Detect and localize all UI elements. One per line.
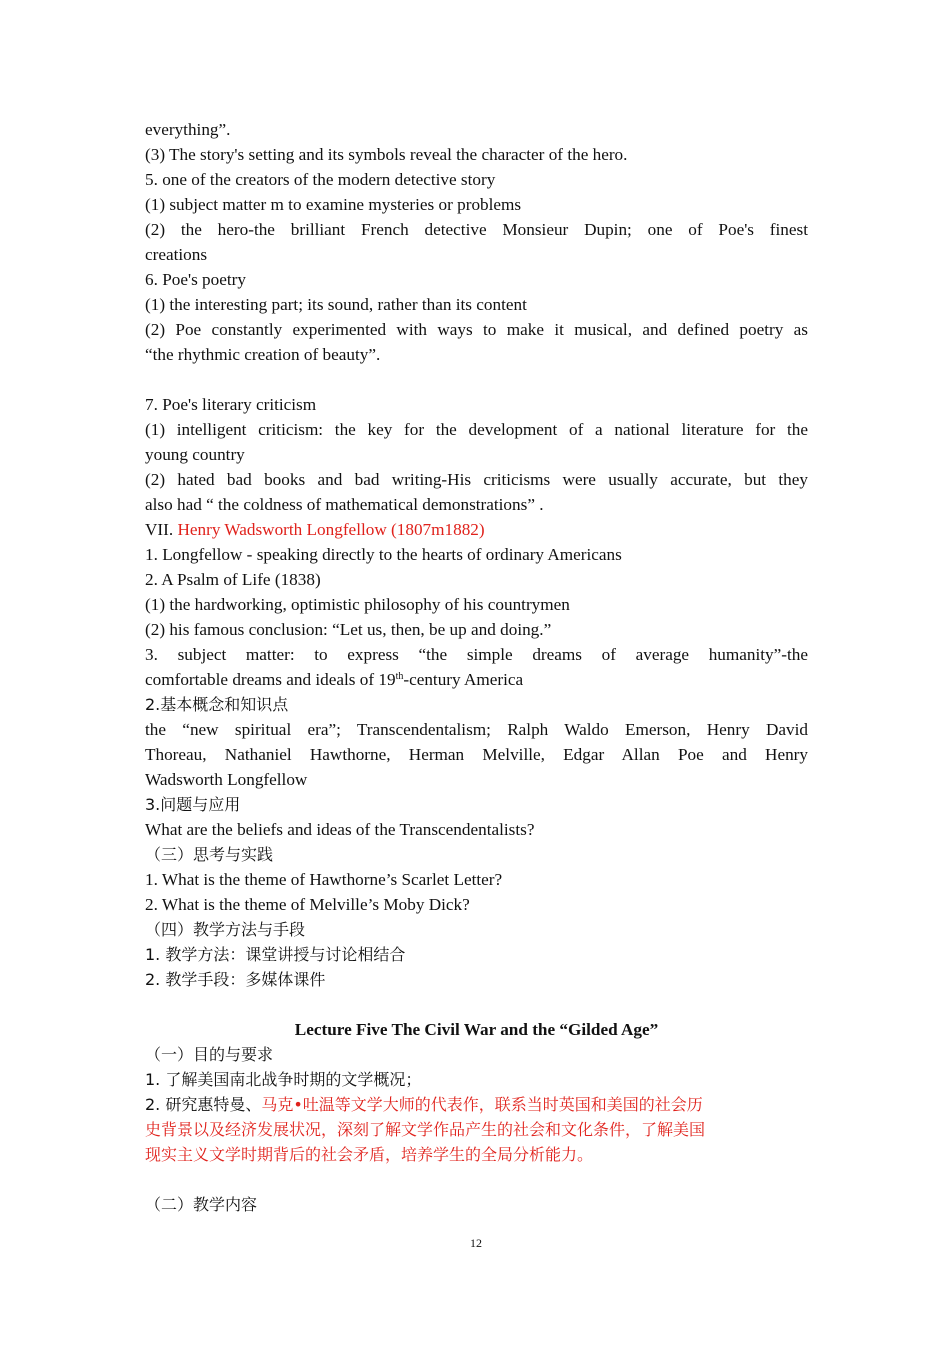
highlighted-text: 马克•吐温等文学大师的代表作，联系当时英国和美国的社会历 <box>261 1095 703 1114</box>
text-line: Wadsworth Longfellow <box>145 770 308 789</box>
highlighted-text: 史背景以及经济发展状况，深刻了解文学作品产生的社会和文化条件，了解美国 <box>145 1120 706 1139</box>
text-line: 1. 教学方法：课堂讲授与讨论相结合 <box>145 945 406 964</box>
subheading: 3.问题与应用 <box>145 795 241 814</box>
subheading: （二）教学内容 <box>145 1195 258 1214</box>
section-heading-longfellow <box>145 517 808 542</box>
blank-line <box>145 1167 808 1192</box>
text-line: also had “ the coldness of mathematical demonstrations” . <box>145 495 544 514</box>
blank-line <box>145 367 808 392</box>
text-line: (3) The story's setting and its symbols reveal the character of the hero. <box>145 145 628 164</box>
text-line: (1) intelligent criticism: the key for the development of a national literature for the <box>145 420 808 439</box>
text-line <box>145 667 808 692</box>
highlighted-text: 现实主义文学时期背后的社会矛盾，培养学生的全局分析能力。 <box>145 1145 594 1164</box>
text-line <box>145 1092 808 1117</box>
text-line: 1. 了解美国南北战争时期的文学概况； <box>145 1070 422 1089</box>
text-line: 1. Longfellow - speaking directly to the hearts of ordinary Americans <box>145 545 622 564</box>
text-line: 6. Poe's poetry <box>145 270 246 289</box>
subheading: （四）教学方法与手段 <box>145 920 306 939</box>
text-line: 7. Poe's literary criticism <box>145 395 317 414</box>
blank-line <box>145 992 808 1017</box>
text-line: (1) the hardworking, optimistic philosophy of his countrymen <box>145 595 570 614</box>
text-line: the “new spiritual era”; Transcendentalism; Ralph Waldo Emerson, Henry David <box>145 720 808 739</box>
text-line: 2. 教学手段：多媒体课件 <box>145 970 326 989</box>
text-line: everything”. <box>145 120 231 139</box>
text-line: 5. one of the creators of the modern detective story <box>145 170 496 189</box>
text-line: (2) the hero-the brilliant French detective Monsieur Dupin; one of Poe's finest <box>145 220 808 239</box>
text-line: (2) Poe constantly experimented with ways to make it musical, and defined poetry as <box>145 320 808 339</box>
text-line: (1) subject matter m to examine mysteries or problems <box>145 195 522 214</box>
highlighted-heading: Henry Wadsworth Longfellow (1807m1882) <box>177 520 485 539</box>
text-span: -century America <box>403 670 524 689</box>
document-body <box>145 117 808 1217</box>
subheading: （一）目的与要求 <box>145 1045 274 1064</box>
text-line: 3. subject matter: to express “the simple dreams of average humanity”-the <box>145 645 808 664</box>
text-line: (2) hated bad books and bad writing-His criticisms were usually accurate, but they <box>145 470 808 489</box>
text-line: 1. What is the theme of Hawthorne’s Scarlet Letter? <box>145 870 503 889</box>
text-line: 2. A Psalm of Life (1838) <box>145 570 321 589</box>
text-line: “the rhythmic creation of beauty”. <box>145 345 381 364</box>
text-line: Thoreau, Nathaniel Hawthorne, Herman Melville, Edgar Allan Poe and Henry <box>145 745 808 764</box>
text-line: young country <box>145 445 245 464</box>
text-span: comfortable dreams and ideals of 19 <box>145 670 396 689</box>
page-number: 12 <box>470 1236 482 1250</box>
text-span: 2. 研究惠特曼、 <box>145 1095 262 1114</box>
lecture-title: Lecture Five The Civil War and the “Gilded Age” <box>294 1020 659 1039</box>
subheading: 2.基本概念和知识点 <box>145 695 289 714</box>
text-line: (1) the interesting part; its sound, rather than its content <box>145 295 527 314</box>
text-line: 2. What is the theme of Melville’s Moby Dick? <box>145 895 470 914</box>
superscript: th <box>395 671 404 682</box>
section-number: VII. <box>145 520 178 539</box>
text-line: What are the beliefs and ideas of the Transcendentalists? <box>145 820 535 839</box>
subheading: （三）思考与实践 <box>145 845 274 864</box>
text-line: creations <box>145 245 208 264</box>
text-line: (2) his famous conclusion: “Let us, then, be up and doing.” <box>145 620 552 639</box>
